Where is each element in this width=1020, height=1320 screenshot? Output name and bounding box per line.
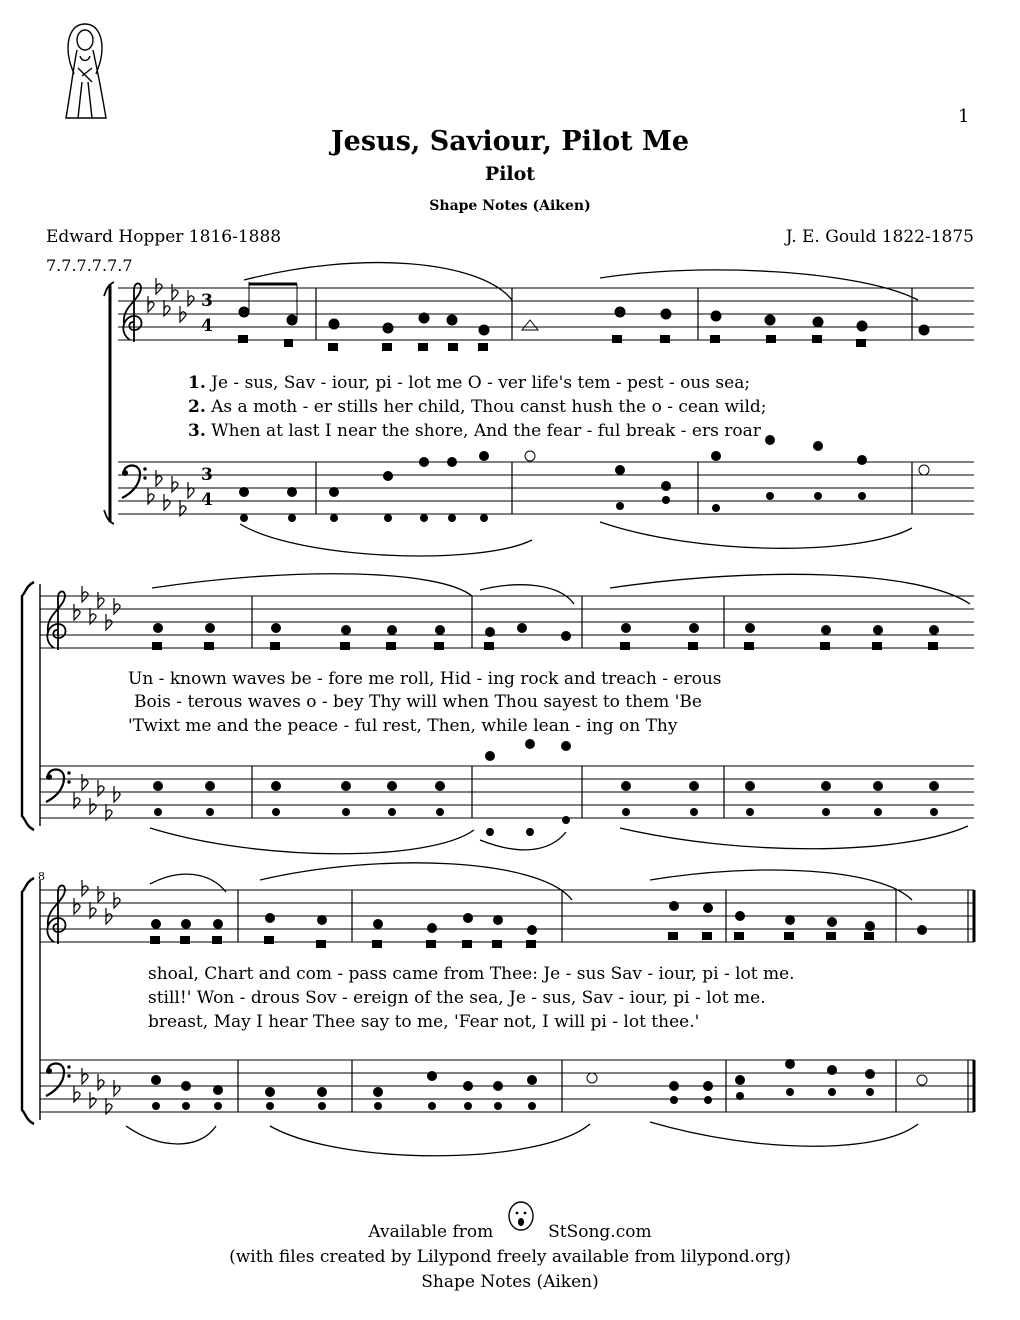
lyric-line-s1-v1	[188, 373, 750, 393]
footer-notation: Shape Notes (Aiken)	[421, 1272, 599, 1292]
bass-clef-icon	[46, 1064, 71, 1097]
poet-credit: Edward Hopper 1816-1888	[46, 227, 282, 247]
bass-clef-icon	[122, 466, 147, 499]
singing-face-icon	[506, 1200, 536, 1234]
lyric-line-s2-v3: 'Twixt me and the peace - ful rest, Then, while lean - ing on Thy	[128, 716, 678, 736]
composer-credit: J. E. Gould 1822-1875	[785, 227, 974, 247]
page-number: 1	[958, 106, 970, 127]
key-signature-bass	[148, 470, 194, 516]
verse-number: 2.	[188, 397, 206, 417]
bass-notes-1	[239, 435, 929, 522]
time-sig-den: 4	[201, 490, 213, 510]
lyric-line-s3-v2: still!' Won - drous Sov - ereign of the sea, Je - sus, Sav - iour, pi - lot me.	[148, 988, 766, 1008]
lyric-line-s3-v1: shoal, Chart and com - pass came from Thee: Je - sus Sav - iour, pi - lot me.	[148, 964, 795, 984]
system-2	[22, 574, 974, 854]
meter-label: 7.7.7.7.7.7	[46, 256, 133, 275]
time-sig-den: 4	[201, 316, 213, 336]
treble-clef-icon	[47, 885, 65, 944]
treble-staff-2	[40, 596, 974, 648]
system-3	[22, 863, 974, 1156]
lyric-text: Je - sus, Sav - iour, pi - lot me O - ver life's tem - pest - ous sea;	[211, 373, 751, 393]
alto-notes-1	[238, 335, 866, 351]
site-link[interactable]: StSong.com	[548, 1222, 652, 1242]
lyric-text: As a moth - er stills her child, Thou canst hush the o - cean wild;	[211, 397, 767, 417]
bass-clef-icon	[46, 770, 71, 803]
footer-credit: (with files created by Lilypond freely available from lilypond.org)	[229, 1247, 791, 1267]
tune-name: Pilot	[484, 163, 536, 185]
lyric-line-s2-v2: Bois - terous waves o - bey Thy will when Thou sayest to them 'Be	[134, 692, 702, 712]
bar-number: 8	[38, 870, 45, 883]
treble-clef-icon	[47, 591, 65, 650]
time-sig-num: 3	[201, 291, 213, 311]
lyric-text: When at last I near the shore, And the fear - ful break - ers roar	[211, 421, 761, 441]
lyric-line-s1-v2	[188, 397, 767, 417]
time-sig-num: 3	[201, 465, 213, 485]
page-title: Jesus, Saviour, Pilot Me	[330, 126, 690, 157]
lyric-line-s1-v3	[188, 421, 761, 441]
lyric-line-s3-v3: breast, May I hear Thee say to me, 'Fear not, I will pi - lot thee.'	[148, 1012, 700, 1032]
available-from-label: Available from	[368, 1222, 494, 1242]
verse-number: 1.	[188, 373, 206, 393]
treble-clef-icon	[123, 283, 141, 342]
bass-staff-2	[40, 766, 974, 818]
lyric-line-s2-v1: Un - known waves be - fore me roll, Hid - ing rock and treach - erous	[128, 669, 722, 689]
key-signature-treble	[148, 278, 194, 322]
notation-label: Shape Notes (Aiken)	[429, 198, 591, 214]
verse-number: 3.	[188, 421, 206, 441]
